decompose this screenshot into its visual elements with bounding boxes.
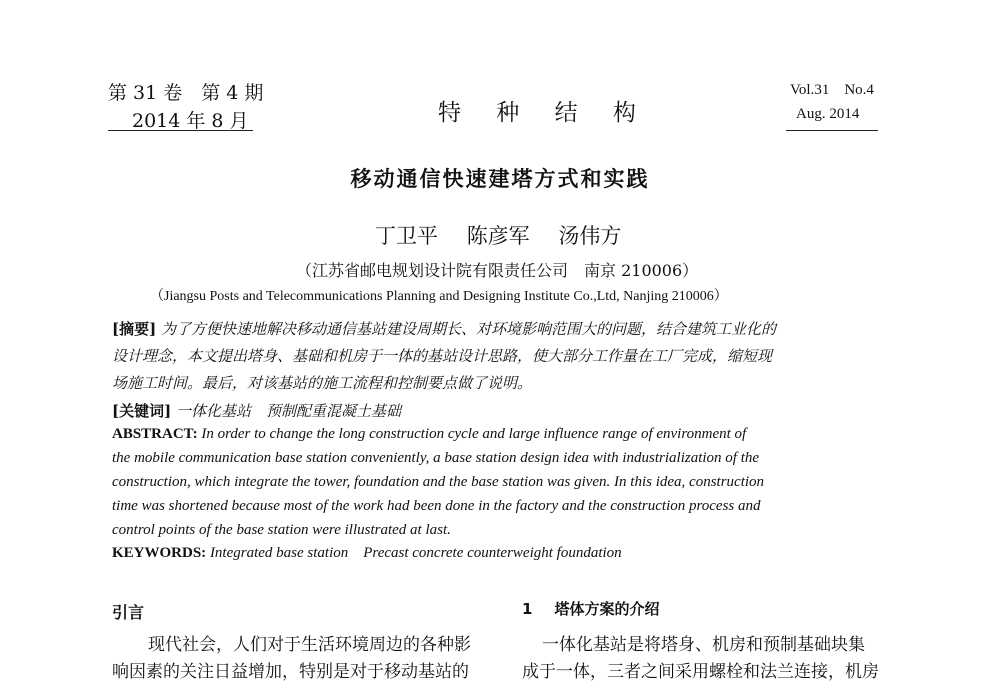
volume-issue-cn: 第 31 卷 第 4 期 (108, 82, 264, 104)
section-heading-1 (522, 598, 659, 619)
abstract-en-text: In order to change the long construction cycle and large influence range of environment of (201, 426, 747, 442)
journal-name: 特 种 结 构 (438, 100, 650, 126)
date-cn: 2014 年 8 月 (132, 110, 249, 132)
keywords-cn-label: [关键词] (112, 402, 172, 420)
volume-issue-en: Vol.31 No.4 (790, 82, 874, 98)
keywords-cn-text: 一体化基站 预制配重混凝土基础 (175, 402, 401, 420)
body-text-line: 一体化基站是将塔身、机房和预制基础块集 (542, 635, 865, 655)
section-number: 1 (522, 600, 533, 618)
abstract-cn-label: [摘要] (112, 320, 157, 338)
abstract-en-line: the mobile communication base station conveniently, a base station design idea with industrialization of the (112, 450, 760, 466)
abstract-en-line: time was shortened because most of the work had been done in the factory and the construction process and (112, 498, 761, 514)
section-title: 塔体方案的介绍 (554, 600, 660, 618)
abstract-cn-line: 场施工时间。最后，对该基站的施工流程和控制要点做了说明。 (112, 374, 533, 392)
affiliation-cn: （江苏省邮电规划设计院有限责任公司 南京 210006） (296, 261, 699, 280)
body-text-line: 成于一体，三者之间采用螺栓和法兰连接，机房 (522, 662, 879, 682)
author-list (375, 220, 643, 250)
header-rule-left (108, 130, 253, 131)
date-en: Aug. 2014 (796, 106, 860, 122)
body-text-line: 响因素的关注日益增加，特别是对于移动基站的 (112, 662, 469, 682)
abstract-en-line (112, 426, 746, 443)
keywords-en-text: Integrated base station Precast concrete counterweight foundation (209, 545, 622, 561)
body-text-line: 现代社会，人们对于生活环境周边的各种影 (148, 635, 471, 655)
author-name: 陈彦军 (466, 224, 530, 248)
keywords-cn (112, 400, 401, 421)
keywords-en-label: KEYWORDS: (112, 545, 207, 561)
header-rule-right (786, 130, 878, 131)
abstract-en-label: ABSTRACT: (112, 426, 198, 442)
abstract-en-line: control points of the base station were illustrated at last. (112, 522, 451, 538)
keywords-en (112, 541, 622, 562)
abstract-cn-text: 为了方便快速地解决移动通信基站建设周期长、对环境影响范围大的问题，结合建筑工业化的 (160, 320, 776, 338)
author-name: 丁卫平 (375, 224, 438, 248)
abstract-en-line: construction, which integrate the tower, foundation and the base station was given. In this idea, construction (112, 474, 765, 490)
affiliation-en: （Jiangsu Posts and Telecommunications Planning and Designing Institute Co.,Ltd, Nanjing 210006） (150, 289, 728, 304)
abstract-cn-line: 设计理念，本文提出塔身、基础和机房于一体的基站设计思路，使大部分工作量在工厂完成，缩短现 (112, 347, 773, 365)
author-name: 汤伟方 (558, 224, 622, 248)
article-title: 移动通信快速建塔方式和实践 (350, 166, 650, 191)
section-heading-intro: 引言 (112, 603, 145, 622)
abstract-cn-line (112, 318, 776, 339)
